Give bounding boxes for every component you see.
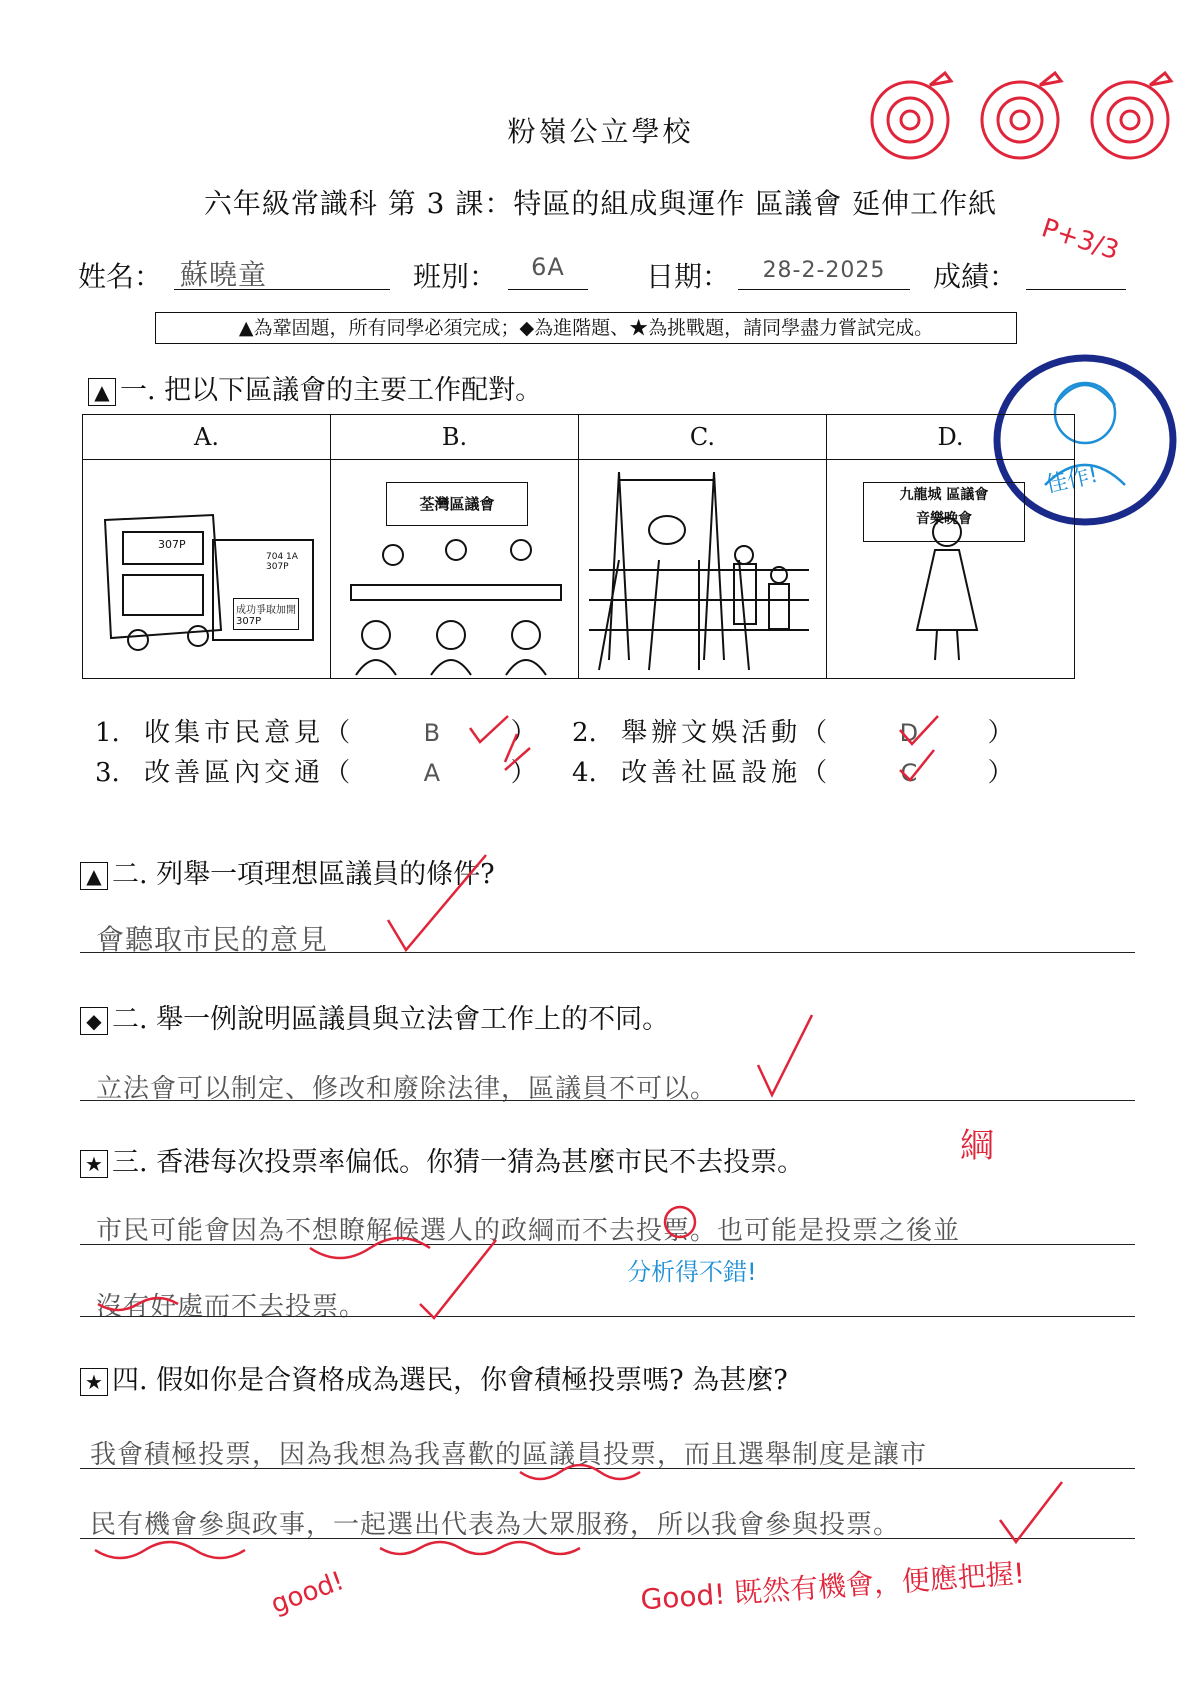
q3-title: 二. 舉一例說明區議員與立法會工作上的不同。 <box>112 1004 670 1035</box>
q5-title: 四. 假如你是合資格成為選民，你會積極投票嗎? 為甚麼? <box>112 1365 788 1396</box>
school-name: 粉嶺公立學校 <box>507 115 694 148</box>
q3-check-icon <box>752 1010 832 1110</box>
q3-answer: 立法會可以制定、修改和廢除法律，區議員不可以。 <box>96 1074 718 1104</box>
panel-b-letter: B. <box>331 415 579 460</box>
panel-b <box>331 460 579 679</box>
bus-sign: 704 1A 307P <box>266 552 298 572</box>
worksheet-title: 六年級常識科 第 3 課：特區的組成與運作 區議會 延伸工作紙 <box>203 187 998 220</box>
concert-title-2: 音樂晚會 <box>916 511 972 527</box>
q1-item-1-num: 1. <box>95 718 120 748</box>
q4-answer-line-1: 市民可能會因為不想瞭解候選人的政綱而不去投票。也可能是投票之後並 <box>96 1216 961 1246</box>
score-label: 成績： <box>933 260 1018 293</box>
council-sign <box>386 482 528 526</box>
score-value: P+3/3 <box>1037 213 1123 267</box>
date-label: 日期： <box>646 260 731 293</box>
q4-mark: ★ <box>80 1150 108 1178</box>
panel-c-letter: C. <box>579 415 827 460</box>
q3-title-row <box>80 997 669 1036</box>
name-field <box>174 253 390 290</box>
name-label: 姓名： <box>78 260 163 293</box>
q1-item-2-label: 舉辦文娛活動（ <box>621 718 832 748</box>
q1-item-3-close: ） <box>510 758 537 788</box>
panel-a <box>83 460 331 679</box>
q1-item-2-close: ） <box>987 718 1014 748</box>
q1-title: 一. 把以下區議會的主要工作配對。 <box>120 375 543 406</box>
class-value: 6A <box>531 253 565 281</box>
q5-answer-line-1: 我會積極投票，因為我想為我喜歡的區議員投票，而且選舉制度是讓市 <box>90 1440 928 1470</box>
q1-item-1-close: ） <box>510 718 537 748</box>
name-value: 蘇曉童 <box>180 258 268 291</box>
q2-title: 二. 列舉一項理想區議員的條件? <box>112 859 495 890</box>
class-field <box>508 253 588 290</box>
q4-title-row <box>80 1140 804 1179</box>
legend-text: ▲為鞏固題，所有同學必須完成；◆為進階題、★為挑戰題，請同學盡力嘗試完成。 <box>238 317 934 339</box>
q1-item-3-label: 改善區內交通（ <box>144 758 355 788</box>
q5-comment-left: good! <box>267 1566 349 1620</box>
q2-mark: ▲ <box>80 862 108 890</box>
date-value: 28-2-2025 <box>762 258 886 283</box>
q1-item-4-num: 4. <box>572 758 597 788</box>
panel-c <box>579 460 827 679</box>
q3-answer-line <box>80 1100 1135 1101</box>
q4-answer-line-2: 沒有好處而不去投票。 <box>96 1292 367 1322</box>
q1-item-4-label: 改善社區設施（ <box>621 758 832 788</box>
q1-check-marks <box>0 700 1201 790</box>
q2-answer-line <box>80 952 1135 953</box>
q3-mark: ◆ <box>80 1007 108 1035</box>
q2-check-icon <box>380 850 500 960</box>
stamp-text: 佳作! <box>1043 462 1101 499</box>
q1-item-2-num: 2. <box>572 718 597 748</box>
q4-marks <box>0 1200 1201 1330</box>
concert-banner <box>863 482 1025 542</box>
bus-route: 307P <box>158 538 186 551</box>
q4-correction: 綱 <box>960 1126 994 1166</box>
q1-item-4-close: ） <box>987 758 1014 788</box>
bus-banner: 成功爭取加開307P <box>233 598 299 630</box>
q1-item-3-num: 3. <box>95 758 120 788</box>
info-row <box>78 255 1128 295</box>
q5-mark: ★ <box>80 1368 108 1396</box>
playground-icon <box>579 460 826 678</box>
q5-comment-right: Good! 既然有機會，便應把握! <box>639 1556 1026 1617</box>
council-name: 荃灣區議會 <box>419 495 495 513</box>
q1-item-4-answer: C <box>900 759 919 787</box>
q1-item-1-label: 收集市民意見（ <box>144 718 355 748</box>
panel-d-letter: D. <box>827 415 1075 460</box>
q2-answer: 會聽取市民的意見 <box>96 923 329 956</box>
q1-item-3-answer: A <box>423 759 442 787</box>
q4-title: 三. 香港每次投票率偏低。你猜一猜為甚麼市民不去投票。 <box>112 1147 805 1178</box>
panel-a-letter: A. <box>83 415 331 460</box>
q1-picture-table <box>82 414 1075 679</box>
q1-title-row <box>88 368 542 407</box>
concert-title-1: 九龍城 區議會 <box>899 487 989 503</box>
q1-item-1-answer: B <box>423 719 442 747</box>
legend-box <box>155 312 1017 344</box>
q1-mark: ▲ <box>88 378 116 406</box>
class-label: 班別： <box>413 260 498 293</box>
q5-title-row <box>80 1358 788 1397</box>
q1-item-2-answer: D <box>899 719 920 747</box>
q4-comment: 分析得不錯! <box>627 1258 757 1286</box>
panel-d <box>827 460 1075 679</box>
date-field <box>738 253 910 290</box>
q5-answer-line-2: 民有機會參與政事，一起選出代表為大眾服務，所以我會參與投票。 <box>90 1510 901 1540</box>
q5-marks <box>0 1430 1201 1570</box>
